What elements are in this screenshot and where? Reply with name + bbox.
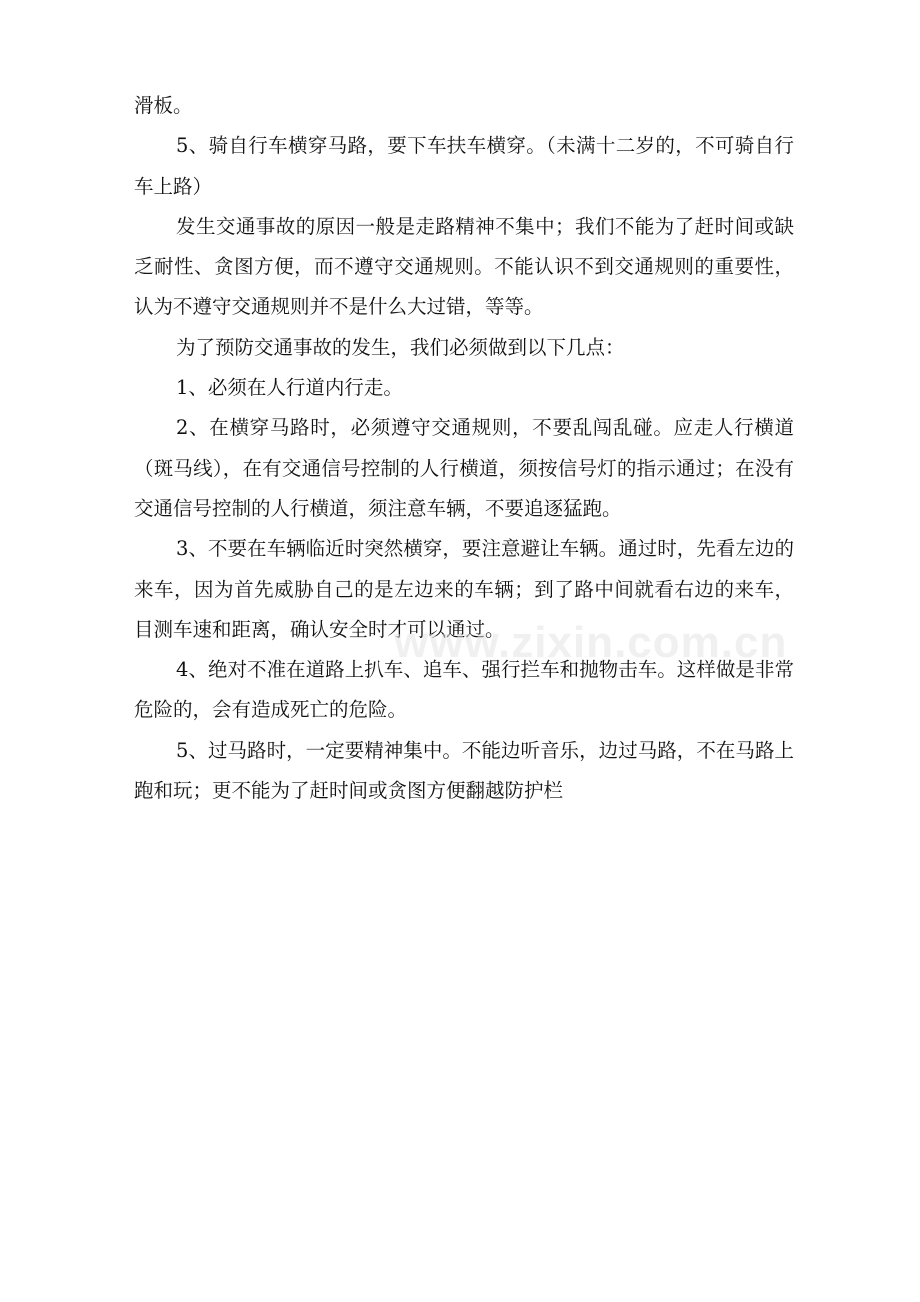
watermark: www.zixin.com.cn (394, 618, 788, 667)
paragraph-item-4: 4、绝对不准在道路上扒车、追车、强行拦车和抛物击车。这样做是非常危险的，会有造成死亡的危险。 (134, 658, 794, 722)
paragraph-item-5-bicycle: 5、骑自行车横穿马路，要下车扶车横穿。（未满十二岁的，不可骑自行车上路） (134, 134, 794, 198)
paragraph-prevention-intro: 为了预防交通事故的发生，我们必须做到以下几点： (176, 335, 625, 359)
document-body (134, 86, 794, 811)
paragraph-item-5-crossing: 5、过马路时，一定要精神集中。不能边听音乐，边过马路，不在马路上跑和玩；更不能为了赶时间或贪图方便翻越防护栏 (134, 738, 794, 803)
paragraph-item-1: 1、必须在人行道内行走。 (176, 376, 403, 400)
paragraph-accident-causes: 发生交通事故的原因一般是走路精神不集中；我们不能为了赶时间或缺乏耐性、贪图方便，而不遵守交通规则。不能认识不到交通规则的重要性，认为不遵守交通规则并不是什么大过错，等等。 (134, 214, 794, 319)
paragraph-item-2: 2、在横穿马路时，必须遵守交通规则，不要乱闯乱碰。应走人行横道（斑马线），在有交通信号控制的人行横道，须按信号灯的指示通过；在没有交通信号控制的人行横道，须注意车辆，不要追逐猛跑。 (134, 416, 794, 520)
paragraph-item-3: 3、不要在车辆临近时突然横穿，要注意避让车辆。通过时，先看左边的来车，因为首先威胁自己的是左边来的车辆；到了路中间就看右边的来车，目测车速和距离，确认安全时才可以通过。 (134, 537, 794, 641)
paragraph-continuation: 滑板。 (134, 94, 193, 117)
